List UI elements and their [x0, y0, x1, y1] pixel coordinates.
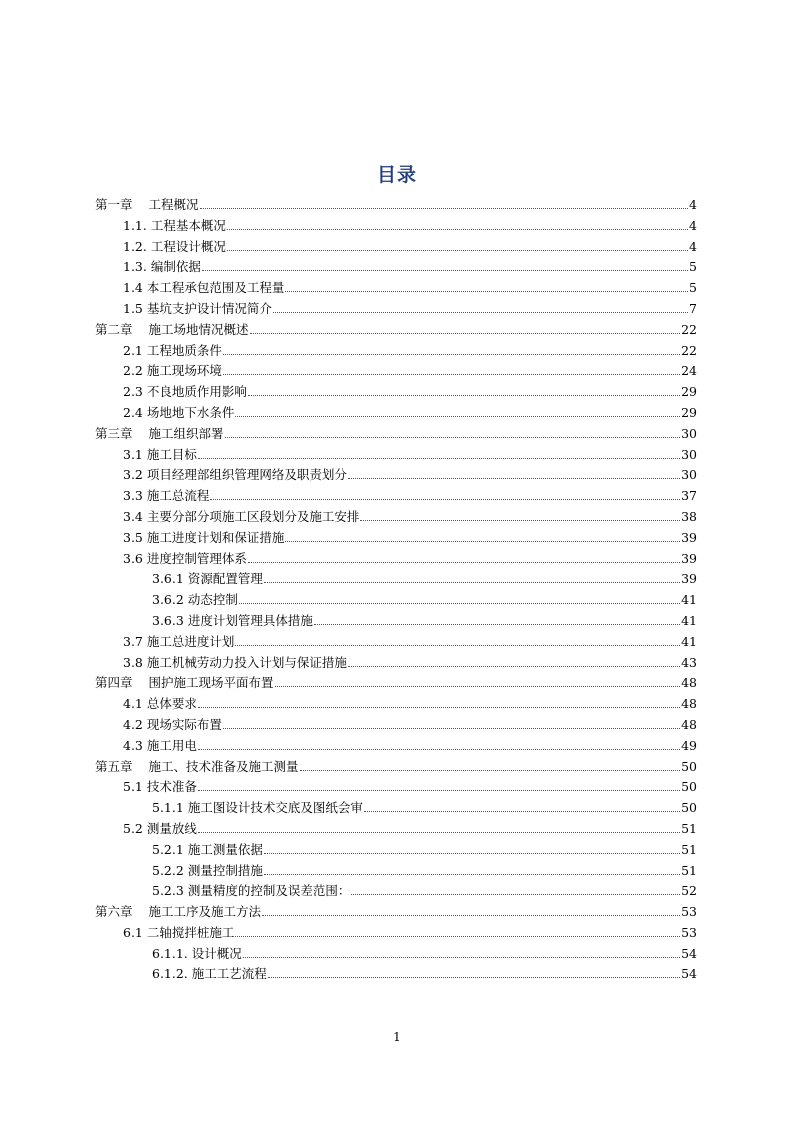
toc-entry[interactable] [95, 549, 697, 570]
toc-entry-number: 1.3. [123, 259, 147, 275]
toc-entry-page: 37 [681, 488, 697, 504]
toc-entry-title: 施工测量依据 [187, 841, 263, 857]
toc-leader-dots [235, 927, 680, 937]
toc-entry-title: 进度控制管理体系 [146, 550, 247, 566]
toc-entry[interactable] [95, 964, 697, 985]
toc-leader-dots [239, 594, 680, 604]
toc-entry-page: 24 [681, 363, 697, 379]
toc-entry-page: 30 [681, 425, 697, 441]
toc-entry-number: 6.1.1. [152, 945, 188, 961]
toc-entry-page: 39 [681, 550, 697, 566]
toc-entry-number: 第六章 [95, 904, 133, 920]
toc-entry[interactable] [95, 736, 697, 757]
toc-entry-title: 施工现场环境 [146, 363, 222, 379]
toc-entry-number: 3.6.3 [152, 612, 184, 628]
toc-entry-number: 2.1 [123, 342, 143, 358]
toc-entry-number: 第四章 [95, 675, 133, 691]
toc-leader-dots [268, 968, 680, 978]
toc-entry-title: 施工机械劳动力投入计划与保证措施 [146, 654, 347, 670]
toc-entry-number: 3.2 [123, 467, 143, 483]
toc-entry-number: 3.4 [123, 508, 143, 524]
toc-leader-dots [198, 781, 680, 791]
toc-entry-title: 施工目标 [146, 446, 197, 462]
toc-entry[interactable] [95, 237, 697, 258]
toc-entry-number: 5.1.1 [152, 800, 184, 816]
toc-entry-number: 4.2 [123, 716, 143, 732]
toc-entry-title: 施工、技术准备及施工测量 [148, 758, 299, 774]
toc-entry[interactable] [95, 486, 697, 507]
toc-entry-number: 第三章 [95, 425, 133, 441]
toc-entry-title: 动态控制 [187, 592, 238, 608]
toc-leader-dots [198, 448, 680, 458]
toc-entry-page: 30 [681, 446, 697, 462]
toc-entry[interactable] [95, 632, 697, 653]
toc-entry-page: 50 [681, 779, 697, 795]
toc-entry-page: 50 [681, 758, 697, 774]
toc-entry-title: 工程基本概况 [150, 217, 226, 233]
toc-entry-title: 进度计划管理具体措施 [187, 612, 313, 628]
toc-entry-page: 48 [681, 696, 697, 712]
toc-entry[interactable] [95, 590, 697, 611]
toc-entry-page: 51 [681, 862, 697, 878]
toc-entry-page: 41 [681, 592, 697, 608]
toc-leader-dots [223, 719, 680, 729]
toc-entry-title: 围护施工现场平面布置 [148, 675, 274, 691]
toc-entry[interactable] [95, 653, 697, 674]
toc-entry-title: 编制依据 [150, 259, 201, 275]
toc-leader-dots [262, 906, 680, 916]
toc-entry[interactable] [95, 819, 697, 840]
toc-entry-page: 29 [681, 384, 697, 400]
toc-entry[interactable] [95, 798, 697, 819]
toc-entry-page: 39 [681, 571, 697, 587]
toc-leader-dots [227, 240, 688, 250]
toc-entry-number: 4.3 [123, 737, 143, 753]
toc-entry[interactable] [95, 881, 697, 902]
toc-entry-page: 54 [681, 945, 697, 961]
toc-entry-number: 3.7 [123, 633, 143, 649]
toc-entry-page: 43 [681, 654, 697, 670]
toc-entry-number: 2.2 [123, 363, 143, 379]
toc-entry-title: 工程概况 [148, 197, 199, 212]
toc-entry[interactable] [95, 445, 697, 466]
toc-leader-dots [285, 282, 688, 292]
toc-entry-number: 6.1 [123, 924, 143, 940]
toc-leader-dots [364, 802, 680, 812]
toc-entry-page: 50 [681, 800, 697, 816]
toc-entry-page: 51 [681, 841, 697, 857]
toc-leader-dots [250, 323, 681, 333]
toc-entry-title: 技术准备 [146, 779, 197, 795]
toc-entry-title: 施工工序及施工方法 [148, 904, 262, 920]
toc-leader-dots [243, 947, 680, 957]
toc-leader-dots [300, 760, 681, 770]
toc-entry[interactable] [95, 299, 697, 320]
toc-entry-number: 5.2 [123, 820, 143, 836]
toc-leader-dots [264, 843, 680, 853]
toc-entry-title: 测量放线 [146, 820, 197, 836]
toc-entry-title: 工程地质条件 [146, 342, 222, 358]
toc-entry[interactable] [95, 569, 697, 590]
toc-entry[interactable] [95, 278, 697, 299]
toc-leader-dots [223, 344, 680, 354]
toc-entry-title: 总体要求 [146, 696, 197, 712]
toc-leader-dots [314, 615, 680, 625]
table-of-contents [95, 195, 697, 985]
toc-entry[interactable] [95, 216, 697, 237]
toc-entry-page: 41 [681, 633, 697, 649]
toc-entry-number: 1.4 [123, 280, 143, 296]
toc-leader-dots [348, 656, 680, 666]
toc-entry-number: 1.2. [123, 238, 147, 254]
toc-entry[interactable] [95, 382, 697, 403]
toc-entry[interactable] [95, 923, 697, 944]
toc-entry-title: 资源配置管理 [187, 571, 263, 587]
toc-entry[interactable] [95, 673, 697, 694]
toc-entry-title: 现场实际布置 [146, 716, 222, 732]
toc-entry-title: 设计概况 [191, 945, 242, 961]
toc-entry-title: 施工图设计技术交底及图纸会审 [187, 800, 363, 816]
toc-entry[interactable] [95, 944, 697, 965]
toc-leader-dots [360, 511, 680, 521]
toc-entry-number: 3.6 [123, 550, 143, 566]
toc-entry[interactable] [95, 840, 697, 861]
toc-entry-page: 22 [681, 321, 697, 337]
toc-entry-number: 3.6.2 [152, 592, 184, 608]
toc-entry-number: 5.2.2 [152, 862, 184, 878]
toc-entry-number: 第五章 [95, 758, 133, 774]
toc-entry-page: 39 [681, 529, 697, 545]
toc-entry-number: 5.1 [123, 779, 143, 795]
toc-entry-page: 52 [681, 883, 697, 899]
toc-entry-page: 30 [681, 467, 697, 483]
toc-entry-number: 3.3 [123, 488, 143, 504]
toc-leader-dots [198, 823, 680, 833]
toc-entry-number: 2.4 [123, 404, 143, 420]
toc-entry-number: 第二章 [95, 321, 133, 337]
toc-entry-number: 6.1.2. [152, 966, 188, 982]
toc-leader-dots [264, 573, 680, 583]
toc-entry[interactable] [95, 611, 697, 632]
toc-leader-dots [348, 469, 680, 479]
toc-leader-dots [275, 677, 681, 687]
toc-entry[interactable] [95, 902, 697, 923]
toc-entry-page: 49 [681, 737, 697, 753]
toc-leader-dots [200, 199, 689, 209]
toc-entry-title: 工程设计概况 [150, 238, 226, 254]
toc-entry-page: 48 [681, 675, 697, 691]
toc-entry-number: 2.3 [123, 384, 143, 400]
toc-leader-dots [210, 490, 680, 500]
toc-leader-dots [223, 365, 680, 375]
toc-leader-dots [198, 698, 680, 708]
toc-leader-dots [202, 261, 688, 271]
toc-entry-title: 施工总流程 [146, 488, 210, 504]
toc-entry-number: 第一章 [95, 197, 133, 212]
toc-entry-title: 施工总进度计划 [146, 633, 235, 649]
toc-leader-dots [285, 531, 680, 541]
toc-entry-page: 53 [681, 904, 697, 920]
toc-entry[interactable] [95, 777, 697, 798]
toc-entry[interactable] [95, 403, 697, 424]
toc-entry-title: 基坑支护设计情况简介 [146, 300, 272, 316]
toc-entry-title: 主要分部分项施工区段划分及施工安排 [146, 508, 360, 524]
toc-entry-page: 53 [681, 924, 697, 940]
toc-entry-number: 1.5 [123, 300, 143, 316]
toc-entry[interactable] [95, 507, 697, 528]
toc-entry[interactable] [95, 528, 697, 549]
toc-entry-title: 施工工艺流程 [191, 966, 267, 982]
toc-entry[interactable] [95, 257, 697, 278]
toc-entry-title: 施工组织部署 [148, 425, 224, 441]
toc-entry[interactable] [95, 341, 697, 362]
toc-leader-dots [225, 427, 681, 437]
toc-entry-number: 3.6.1 [152, 571, 184, 587]
toc-entry-page: 4 [689, 238, 697, 254]
toc-entry-page: 41 [681, 612, 697, 628]
toc-entry-page: 48 [681, 716, 697, 732]
toc-entry-title: 测量精度的控制及误差范围： [187, 883, 351, 899]
toc-entry[interactable] [95, 861, 697, 882]
toc-entry-number: 3.5 [123, 529, 143, 545]
toc-leader-dots [248, 386, 680, 396]
toc-entry[interactable] [95, 465, 697, 486]
toc-entry[interactable] [95, 757, 697, 778]
toc-entry[interactable] [95, 195, 697, 216]
toc-entry[interactable] [95, 715, 697, 736]
toc-leader-dots [235, 407, 680, 417]
toc-entry-title: 施工进度计划和保证措施 [146, 529, 285, 545]
toc-entry-page: 29 [681, 404, 697, 420]
toc-entry-page: 51 [681, 820, 697, 836]
toc-leader-dots [235, 635, 680, 645]
toc-entry-title: 场地地下水条件 [146, 404, 235, 420]
toc-leader-dots [351, 885, 680, 895]
toc-entry[interactable] [95, 320, 697, 341]
toc-entry-page: 7 [689, 300, 697, 316]
toc-entry[interactable] [95, 694, 697, 715]
toc-entry-number: 4.1 [123, 696, 143, 712]
toc-leader-dots [248, 552, 680, 562]
toc-entry-page: 4 [689, 197, 697, 212]
toc-entry-title: 本工程承包范围及工程量 [146, 280, 285, 296]
toc-leader-dots [227, 219, 688, 229]
toc-entry-title: 施工用电 [146, 737, 197, 753]
toc-entry-title: 二轴搅拌桩施工 [146, 924, 235, 940]
toc-entry-number: 3.1 [123, 446, 143, 462]
toc-entry-number: 5.2.3 [152, 883, 184, 899]
toc-entry-page: 4 [689, 217, 697, 233]
toc-entry-number: 3.8 [123, 654, 143, 670]
toc-leader-dots [273, 303, 688, 313]
toc-entry-page: 22 [681, 342, 697, 358]
toc-leader-dots [264, 864, 680, 874]
toc-entry-page: 38 [681, 508, 697, 524]
toc-entry-page: 54 [681, 966, 697, 982]
toc-entry-title: 施工场地情况概述 [148, 321, 249, 337]
toc-entry[interactable] [95, 361, 697, 382]
toc-entry-title: 不良地质作用影响 [146, 384, 247, 400]
toc-entry-page: 5 [689, 280, 697, 296]
toc-entry-page: 5 [689, 259, 697, 275]
page-number: 1 [393, 1030, 401, 1044]
toc-entry[interactable] [95, 424, 697, 445]
toc-entry-number: 1.1. [123, 217, 147, 233]
toc-entry-number: 5.2.1 [152, 841, 184, 857]
toc-leader-dots [198, 739, 680, 749]
toc-title: 目录 [376, 164, 417, 186]
toc-entry-title: 测量控制措施 [187, 862, 263, 878]
toc-entry-title: 项目经理部组织管理网络及职责划分 [146, 467, 347, 483]
